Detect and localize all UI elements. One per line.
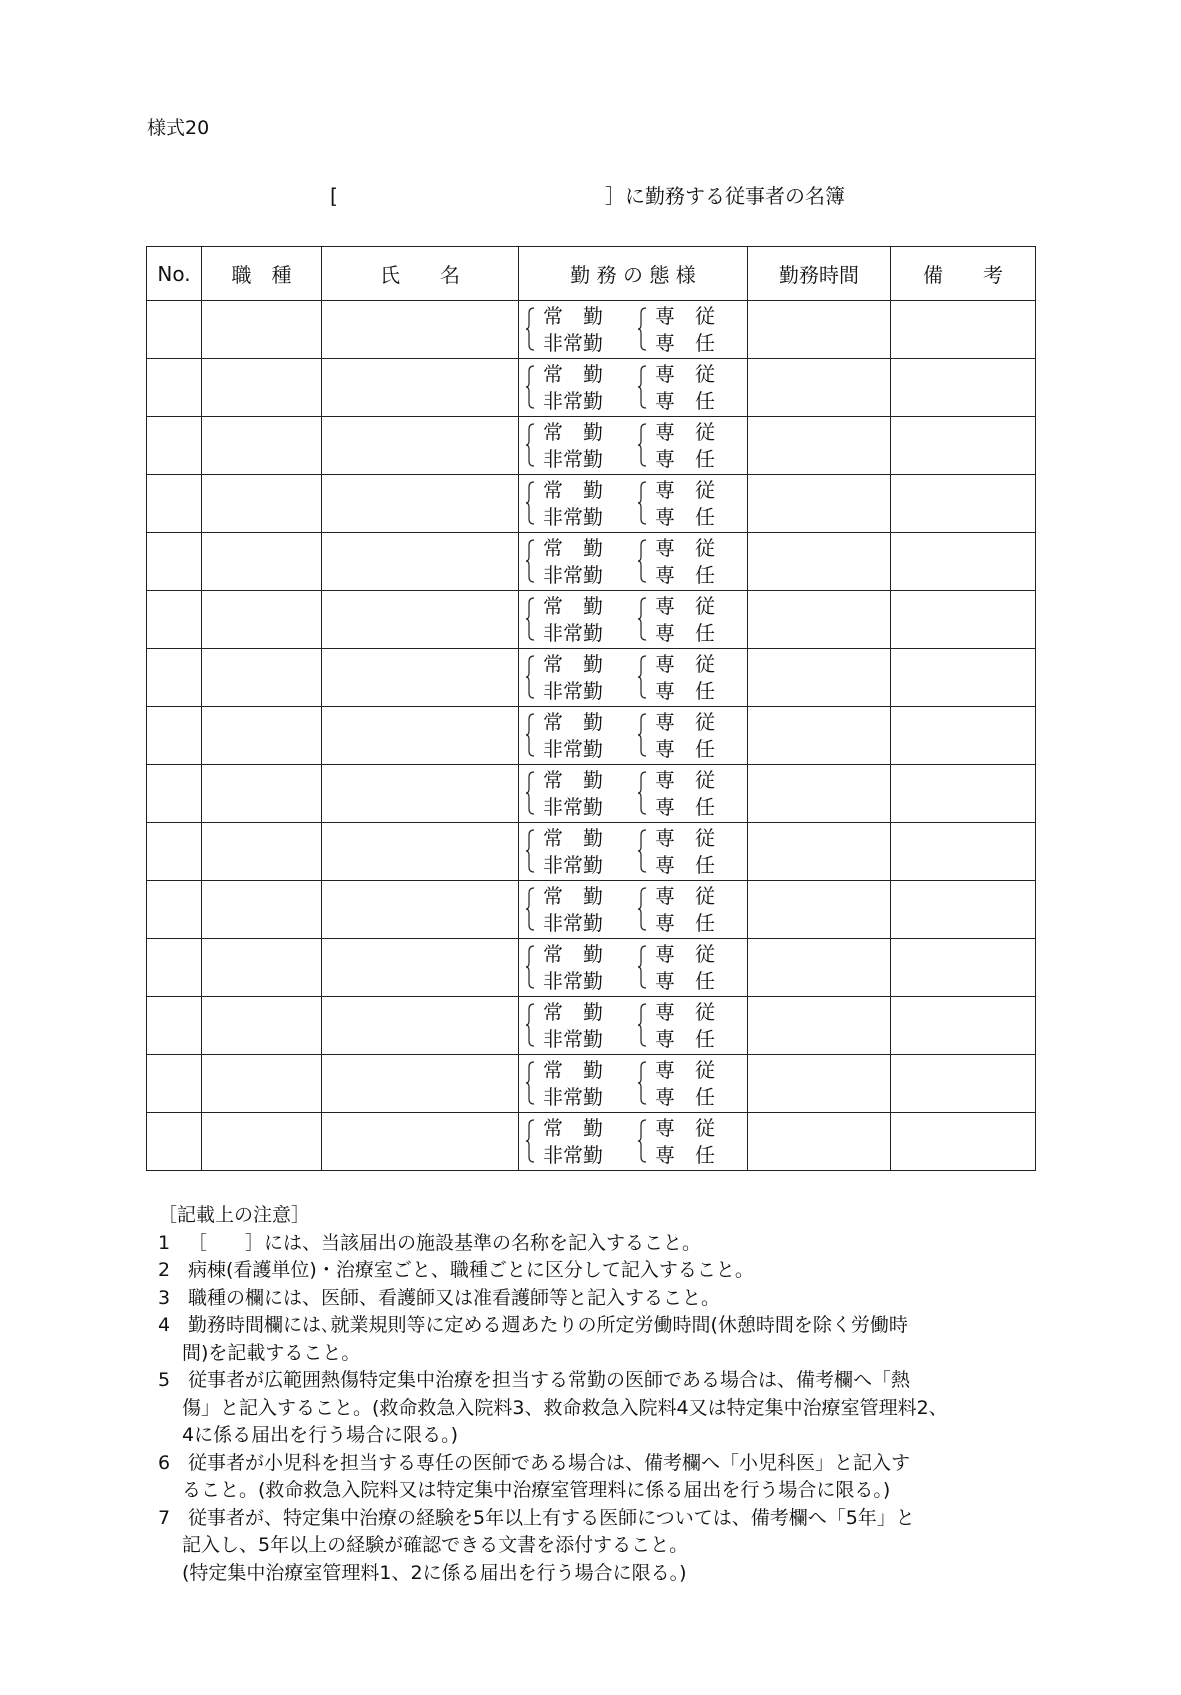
- cell-no[interactable]: [147, 823, 202, 881]
- option-parttime[interactable]: 非常勤: [543, 563, 603, 587]
- left-brace-icon: [525, 945, 535, 989]
- cell-remarks[interactable]: [891, 1113, 1036, 1171]
- note-text: 病棟(看護単位)・治療室ごと、職種ごとに区分して記入すること。: [188, 1259, 754, 1281]
- left-brace-icon: [637, 1061, 647, 1105]
- table-row: [147, 301, 1036, 359]
- option-fulltime[interactable]: 常 勤: [543, 652, 603, 676]
- cell-name[interactable]: [322, 475, 519, 533]
- header-no: No.: [147, 247, 202, 301]
- option-fulltime[interactable]: 常 勤: [543, 1116, 603, 1140]
- left-brace-icon: [637, 423, 647, 467]
- cell-name[interactable]: [322, 939, 519, 997]
- cell-no[interactable]: [147, 533, 202, 591]
- cell-work-mode: [519, 301, 748, 359]
- cell-remarks[interactable]: [891, 939, 1036, 997]
- cell-job-type[interactable]: [202, 475, 322, 533]
- cell-remarks[interactable]: [891, 707, 1036, 765]
- option-parttime[interactable]: 非常勤: [543, 1143, 603, 1167]
- cell-no[interactable]: [147, 359, 202, 417]
- note-text: 従事者が広範囲熱傷特定集中治療を担当する常勤の医師である場合は、備考欄へ「熱: [188, 1369, 911, 1391]
- note-continuation: 傷」と記入すること。(救命救急入院料3、救命救急入院料4又は特定集中治療室管理料2、: [182, 1396, 948, 1419]
- cell-remarks[interactable]: [891, 475, 1036, 533]
- cell-job-type[interactable]: [202, 359, 322, 417]
- table-row: [147, 939, 1036, 997]
- cell-work-hours[interactable]: [748, 301, 891, 359]
- table-row: [147, 359, 1036, 417]
- option-parttime[interactable]: 非常勤: [543, 621, 603, 645]
- cell-job-type[interactable]: [202, 591, 322, 649]
- left-brace-icon: [525, 365, 535, 409]
- note-item: [158, 1257, 948, 1285]
- cell-no[interactable]: [147, 1055, 202, 1113]
- cell-work-hours[interactable]: [748, 417, 891, 475]
- work-mode-options: [519, 707, 747, 764]
- cell-job-type[interactable]: [202, 997, 322, 1055]
- option-dedicated[interactable]: 専 従: [655, 1000, 715, 1024]
- cell-work-mode: [519, 765, 748, 823]
- note-continuation: ること。(救命救急入院料又は特定集中治療室管理料に係る届出を行う場合に限る。): [182, 1479, 891, 1501]
- option-parttime[interactable]: 非常勤: [543, 679, 603, 703]
- table-header-row: [147, 247, 1036, 301]
- option-assigned[interactable]: 専 任: [655, 853, 715, 877]
- option-assigned[interactable]: 専 任: [655, 1085, 715, 1109]
- option-fulltime[interactable]: 常 勤: [543, 884, 603, 908]
- form-number: 様式20: [147, 117, 210, 139]
- option-parttime[interactable]: 非常勤: [543, 447, 603, 471]
- table-row: [147, 591, 1036, 649]
- cell-no[interactable]: [147, 591, 202, 649]
- cell-no[interactable]: [147, 301, 202, 359]
- option-fulltime[interactable]: 常 勤: [543, 1000, 603, 1024]
- option-parttime[interactable]: 非常勤: [543, 737, 603, 761]
- work-mode-options: [519, 649, 747, 706]
- note-item: [158, 1450, 948, 1478]
- option-fulltime[interactable]: 常 勤: [543, 768, 603, 792]
- note-number: 7: [158, 1506, 171, 1529]
- option-dedicated[interactable]: 専 従: [655, 826, 715, 850]
- option-assigned[interactable]: 専 任: [655, 969, 715, 993]
- note-number: 6: [158, 1451, 171, 1474]
- cell-remarks[interactable]: [891, 649, 1036, 707]
- document-title: [330, 180, 845, 209]
- left-brace-icon: [525, 829, 535, 873]
- left-brace-icon: [637, 481, 647, 525]
- cell-work-mode: [519, 417, 748, 475]
- cell-job-type[interactable]: [202, 707, 322, 765]
- cell-name[interactable]: [322, 765, 519, 823]
- note-item: [158, 1285, 948, 1313]
- cell-remarks[interactable]: [891, 997, 1036, 1055]
- cell-name[interactable]: [322, 823, 519, 881]
- left-brace-icon: [525, 887, 535, 931]
- left-brace-icon: [637, 887, 647, 931]
- table-row: [147, 1055, 1036, 1113]
- cell-work-hours[interactable]: [748, 475, 891, 533]
- cell-remarks[interactable]: [891, 765, 1036, 823]
- left-brace-icon: [637, 1119, 647, 1163]
- option-parttime[interactable]: 非常勤: [543, 331, 603, 355]
- note-number: 3: [158, 1286, 171, 1309]
- work-mode-options: [519, 765, 747, 822]
- option-dedicated[interactable]: 専 従: [655, 1058, 715, 1082]
- cell-no[interactable]: [147, 475, 202, 533]
- option-assigned[interactable]: 専 任: [655, 505, 715, 529]
- cell-job-type[interactable]: [202, 301, 322, 359]
- left-brace-icon: [637, 1003, 647, 1047]
- cell-name[interactable]: [322, 881, 519, 939]
- option-parttime[interactable]: 非常勤: [543, 969, 603, 993]
- table-row: [147, 1113, 1036, 1171]
- cell-name[interactable]: [322, 533, 519, 591]
- table-row: [147, 823, 1036, 881]
- note-number: 2: [158, 1259, 171, 1281]
- left-brace-icon: [637, 365, 647, 409]
- option-fulltime[interactable]: 常 勤: [543, 304, 603, 328]
- option-assigned[interactable]: 専 任: [655, 737, 715, 761]
- cell-no[interactable]: [147, 707, 202, 765]
- option-parttime[interactable]: 非常勤: [543, 505, 603, 529]
- note-item: [158, 1230, 948, 1258]
- cell-remarks[interactable]: [891, 533, 1036, 591]
- left-brace-icon: [525, 307, 535, 351]
- left-brace-icon: [525, 423, 535, 467]
- cell-work-hours[interactable]: [748, 881, 891, 939]
- option-dedicated[interactable]: 専 従: [655, 304, 715, 328]
- cell-job-type[interactable]: [202, 649, 322, 707]
- note-number: 1: [158, 1231, 171, 1254]
- note-item: [158, 1505, 948, 1533]
- cell-remarks[interactable]: [891, 301, 1036, 359]
- left-brace-icon: [525, 713, 535, 757]
- cell-name[interactable]: [322, 359, 519, 417]
- cell-no[interactable]: [147, 1113, 202, 1171]
- table-row: [147, 707, 1036, 765]
- option-dedicated[interactable]: 専 従: [655, 420, 715, 444]
- option-fulltime[interactable]: 常 勤: [543, 420, 603, 444]
- left-brace-icon: [525, 597, 535, 641]
- header-work-hours: 勤務時間: [748, 247, 891, 301]
- option-fulltime[interactable]: 常 勤: [543, 478, 603, 502]
- left-brace-icon: [637, 655, 647, 699]
- option-dedicated[interactable]: 専 従: [655, 768, 715, 792]
- work-mode-options: [519, 301, 747, 358]
- note-text: ［ ］には、当該届出の施設基準の名称を記入すること。: [188, 1231, 702, 1254]
- cell-remarks[interactable]: [891, 417, 1036, 475]
- option-parttime[interactable]: 非常勤: [543, 853, 603, 877]
- option-parttime[interactable]: 非常勤: [543, 795, 603, 819]
- cell-no[interactable]: [147, 765, 202, 823]
- cell-no[interactable]: [147, 649, 202, 707]
- cell-work-mode: [519, 1055, 748, 1113]
- option-parttime[interactable]: 非常勤: [543, 1085, 603, 1109]
- option-dedicated[interactable]: 専 従: [655, 1116, 715, 1140]
- table-row: [147, 997, 1036, 1055]
- option-assigned[interactable]: 専 任: [655, 679, 715, 703]
- cell-work-mode: [519, 823, 748, 881]
- option-parttime[interactable]: 非常勤: [543, 911, 603, 935]
- note-continuation: 間)を記載すること。: [182, 1341, 361, 1364]
- header-remarks: 備 考: [891, 247, 1036, 301]
- option-parttime[interactable]: 非常勤: [543, 1027, 603, 1051]
- option-assigned[interactable]: 専 任: [655, 1027, 715, 1051]
- option-fulltime[interactable]: 常 勤: [543, 594, 603, 618]
- cell-work-mode: [519, 591, 748, 649]
- note-text: 職種の欄には、医師、看護師又は准看護師等と記入すること。: [188, 1286, 721, 1309]
- left-brace-icon: [637, 771, 647, 815]
- left-brace-icon: [637, 829, 647, 873]
- cell-job-type[interactable]: [202, 417, 322, 475]
- cell-work-hours[interactable]: [748, 591, 891, 649]
- cell-job-type[interactable]: [202, 765, 322, 823]
- cell-work-hours[interactable]: [748, 765, 891, 823]
- cell-work-mode: [519, 707, 748, 765]
- left-brace-icon: [637, 597, 647, 641]
- note-text: 従事者が小児科を担当する専任の医師である場合は、備考欄へ「小児科医」と記入す: [188, 1451, 911, 1474]
- cell-no[interactable]: [147, 997, 202, 1055]
- cell-name[interactable]: [322, 301, 519, 359]
- cell-work-mode: [519, 1113, 748, 1171]
- option-dedicated[interactable]: 専 従: [655, 652, 715, 676]
- option-parttime[interactable]: 非常勤: [543, 389, 603, 413]
- cell-no[interactable]: [147, 881, 202, 939]
- option-fulltime[interactable]: 常 勤: [543, 826, 603, 850]
- table-row: [147, 475, 1036, 533]
- left-brace-icon: [525, 655, 535, 699]
- left-brace-icon: [525, 1003, 535, 1047]
- notes-section: [158, 1202, 948, 1587]
- cell-work-mode: [519, 939, 748, 997]
- work-mode-options: [519, 939, 747, 996]
- cell-remarks[interactable]: [891, 823, 1036, 881]
- option-assigned[interactable]: 専 任: [655, 447, 715, 471]
- option-assigned[interactable]: 専 任: [655, 563, 715, 587]
- cell-work-hours[interactable]: [748, 1055, 891, 1113]
- work-mode-options: [519, 475, 747, 532]
- option-dedicated[interactable]: 専 従: [655, 478, 715, 502]
- cell-work-mode: [519, 475, 748, 533]
- work-mode-options: [519, 417, 747, 474]
- cell-name[interactable]: [322, 1113, 519, 1171]
- header-work-mode: 勤 務 の 態 様: [519, 247, 748, 301]
- note-continuation: 記入し、5年以上の経験が確認できる文書を添付すること。: [182, 1534, 689, 1556]
- table-row: [147, 881, 1036, 939]
- option-assigned[interactable]: 専 任: [655, 795, 715, 819]
- option-fulltime[interactable]: 常 勤: [543, 710, 603, 734]
- cell-name[interactable]: [322, 707, 519, 765]
- cell-job-type[interactable]: [202, 939, 322, 997]
- note-continuation: 4に係る届出を行う場合に限る。): [182, 1424, 459, 1446]
- option-fulltime[interactable]: 常 勤: [543, 1058, 603, 1082]
- cell-work-mode: [519, 649, 748, 707]
- cell-work-mode: [519, 881, 748, 939]
- option-dedicated[interactable]: 専 従: [655, 710, 715, 734]
- cell-job-type[interactable]: [202, 881, 322, 939]
- header-job-type: 職 種: [202, 247, 322, 301]
- notes-list: [158, 1230, 948, 1588]
- left-brace-icon: [525, 771, 535, 815]
- table-row: [147, 649, 1036, 707]
- work-mode-options: [519, 823, 747, 880]
- note-text: 従事者が、特定集中治療の経験を5年以上有する医師については、備考欄へ「5年」と: [188, 1506, 915, 1529]
- work-mode-options: [519, 591, 747, 648]
- option-dedicated[interactable]: 専 従: [655, 884, 715, 908]
- title-bracket-open: [: [330, 184, 338, 208]
- header-name: 氏 名: [322, 247, 519, 301]
- option-fulltime[interactable]: 常 勤: [543, 362, 603, 386]
- cell-job-type[interactable]: [202, 823, 322, 881]
- work-mode-options: [519, 533, 747, 590]
- note-number: 5: [158, 1369, 171, 1391]
- cell-work-mode: [519, 533, 748, 591]
- note-number: 4: [158, 1314, 171, 1336]
- left-brace-icon: [525, 1119, 535, 1163]
- option-dedicated[interactable]: 専 従: [655, 362, 715, 386]
- note-continuation: (特定集中治療室管理料1、2に係る届出を行う場合に限る。): [182, 1561, 687, 1584]
- option-assigned[interactable]: 専 任: [655, 621, 715, 645]
- work-mode-options: [519, 1055, 747, 1112]
- cell-work-hours[interactable]: [748, 997, 891, 1055]
- option-assigned[interactable]: 専 任: [655, 911, 715, 935]
- work-mode-options: [519, 997, 747, 1054]
- left-brace-icon: [637, 945, 647, 989]
- cell-work-hours[interactable]: [748, 649, 891, 707]
- cell-job-type[interactable]: [202, 1055, 322, 1113]
- cell-name[interactable]: [322, 649, 519, 707]
- cell-name[interactable]: [322, 591, 519, 649]
- cell-remarks[interactable]: [891, 1055, 1036, 1113]
- work-mode-options: [519, 359, 747, 416]
- option-fulltime[interactable]: 常 勤: [543, 536, 603, 560]
- cell-work-hours[interactable]: [748, 823, 891, 881]
- note-item: [158, 1367, 948, 1395]
- option-assigned[interactable]: 専 任: [655, 1143, 715, 1167]
- cell-work-hours[interactable]: [748, 939, 891, 997]
- work-mode-options: [519, 1113, 747, 1170]
- cell-job-type[interactable]: [202, 533, 322, 591]
- cell-work-mode: [519, 997, 748, 1055]
- cell-work-hours[interactable]: [748, 1113, 891, 1171]
- option-dedicated[interactable]: 専 従: [655, 942, 715, 966]
- option-dedicated[interactable]: 専 従: [655, 536, 715, 560]
- table-row: [147, 533, 1036, 591]
- cell-job-type[interactable]: [202, 1113, 322, 1171]
- left-brace-icon: [525, 539, 535, 583]
- work-mode-options: [519, 881, 747, 938]
- title-text: ］に勤務する従事者の名簿: [605, 184, 845, 208]
- left-brace-icon: [637, 307, 647, 351]
- cell-remarks[interactable]: [891, 359, 1036, 417]
- cell-work-hours[interactable]: [748, 359, 891, 417]
- notes-heading: ［記載上の注意］: [158, 1204, 311, 1226]
- option-assigned[interactable]: 専 任: [655, 331, 715, 355]
- cell-work-mode: [519, 359, 748, 417]
- option-assigned[interactable]: 専 任: [655, 389, 715, 413]
- cell-name[interactable]: [322, 1055, 519, 1113]
- table-row: [147, 765, 1036, 823]
- table-row: [147, 417, 1036, 475]
- cell-no[interactable]: [147, 939, 202, 997]
- left-brace-icon: [525, 1061, 535, 1105]
- cell-name[interactable]: [322, 997, 519, 1055]
- cell-remarks[interactable]: [891, 881, 1036, 939]
- left-brace-icon: [525, 481, 535, 525]
- note-text: 勤務時間欄には､就業規則等に定める週あたりの所定労働時間(休憩時間を除く労働時: [188, 1314, 908, 1336]
- option-dedicated[interactable]: 専 従: [655, 594, 715, 618]
- cell-work-hours[interactable]: [748, 533, 891, 591]
- cell-name[interactable]: [322, 417, 519, 475]
- cell-no[interactable]: [147, 417, 202, 475]
- staff-roster-table: [146, 246, 1036, 1171]
- left-brace-icon: [637, 713, 647, 757]
- cell-work-hours[interactable]: [748, 707, 891, 765]
- note-item: [158, 1312, 948, 1340]
- cell-remarks[interactable]: [891, 591, 1036, 649]
- option-fulltime[interactable]: 常 勤: [543, 942, 603, 966]
- left-brace-icon: [637, 539, 647, 583]
